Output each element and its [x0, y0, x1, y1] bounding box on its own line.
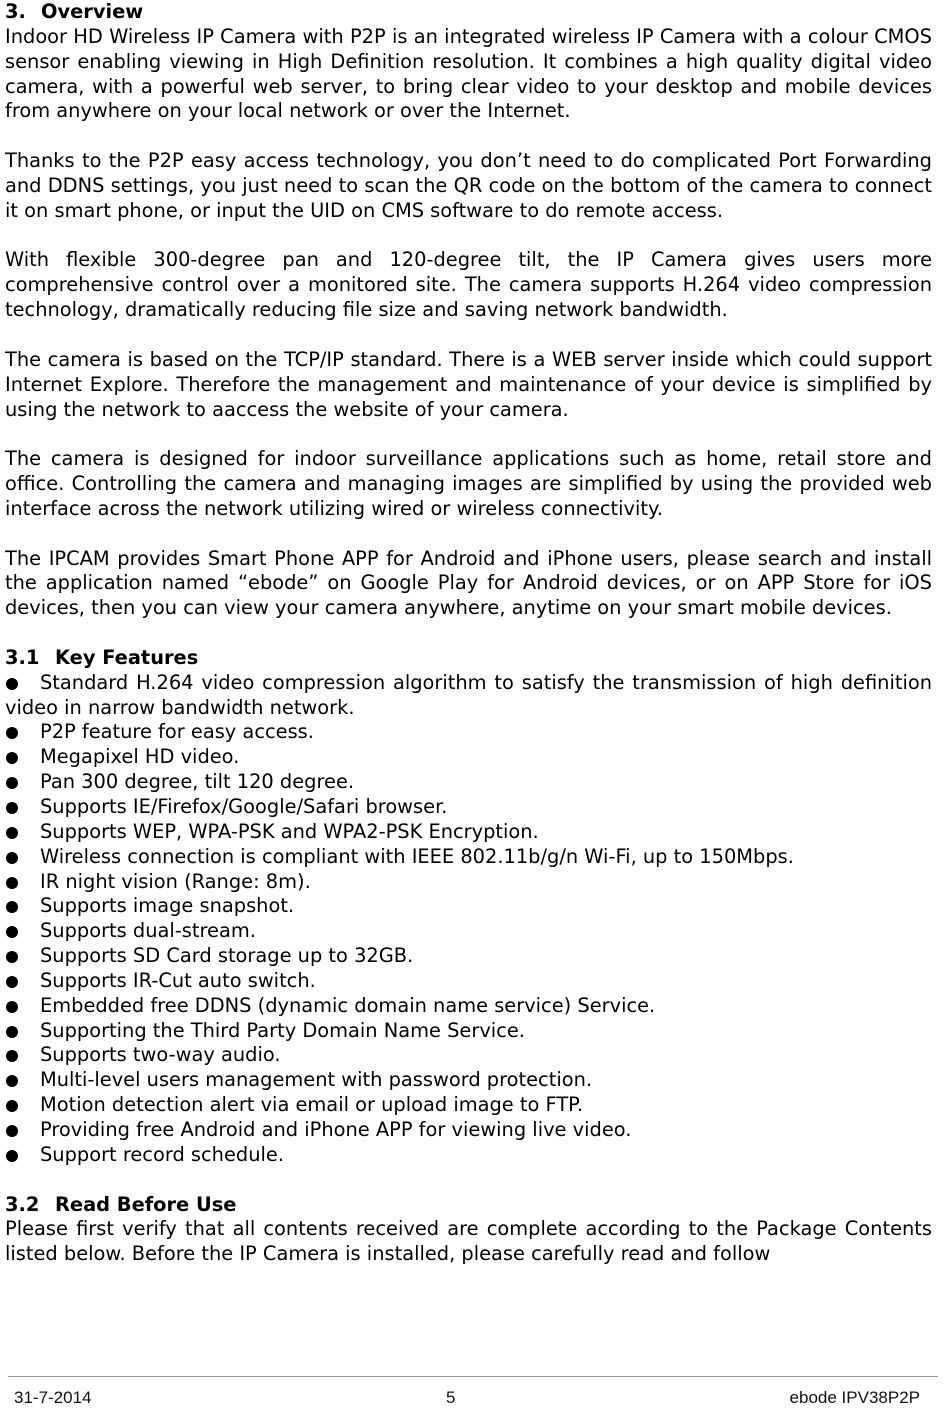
- feature-text: Embedded free DDNS (dynamic domain name service) Service.: [40, 993, 656, 1017]
- feature-item: [5, 969, 932, 994]
- section-title: Overview: [41, 0, 144, 23]
- feature-item: [5, 944, 932, 969]
- overview-paragraph-3: With flexible 300-degree pan and 120-degree tilt, the IP Camera gives users more comprehensive control over a monitored site. The camera supports H.264 video compression technology, dramatically reducing file size and saving network bandwidth.: [5, 248, 932, 322]
- read-before-use-paragraph: Please first verify that all contents received are complete according to the Package Contents listed below. Before the IP Camera is installed, please carefully read and follow: [5, 1217, 932, 1266]
- feature-item: [5, 1118, 932, 1143]
- footer-divider: [8, 1376, 938, 1377]
- bullet-icon: [6, 802, 18, 814]
- feature-item: [5, 770, 932, 795]
- feature-item: [5, 845, 932, 870]
- bullet-icon: [6, 852, 18, 864]
- feature-item: [5, 894, 932, 919]
- feature-item: [5, 994, 932, 1019]
- footer-model: ebode IPV38P2P: [789, 1388, 920, 1407]
- feature-item: [5, 795, 932, 820]
- feature-text: Pan 300 degree, tilt 120 degree.: [40, 770, 355, 794]
- overview-paragraph-5: The camera is designed for indoor surveillance applications such as home, retail store and office. Controlling the camera and managing images are simplified by using the provided web interface across the network utilizing wired or wireless connectivity.: [5, 447, 932, 520]
- section-number: 3.1: [5, 645, 40, 669]
- section-3-2-heading: [5, 1193, 932, 1218]
- bullet-icon: [6, 877, 18, 889]
- feature-text: Motion detection alert via email or upload image to FTP.: [40, 1093, 584, 1117]
- feature-item: [5, 671, 932, 721]
- bullet-icon: [6, 1100, 18, 1112]
- feature-text: Megapixel HD video.: [40, 745, 240, 769]
- feature-item: [5, 1143, 932, 1168]
- feature-text: P2P feature for easy access.: [40, 720, 314, 744]
- bullet-icon: [6, 1125, 18, 1137]
- section-3-1-heading: [5, 646, 932, 671]
- feature-item: [5, 1068, 932, 1093]
- bullet-icon: [6, 1026, 18, 1038]
- bullet-icon: [6, 901, 18, 913]
- section-number: 3.2: [5, 1192, 40, 1216]
- section-title: Read Before Use: [55, 1192, 237, 1216]
- section-title: Key Features: [55, 645, 199, 669]
- feature-text: Supports WEP, WPA-PSK and WPA2-PSK Encryption.: [40, 819, 539, 843]
- feature-text: Supports SD Card storage up to 32GB.: [40, 944, 414, 968]
- feature-text: Supports IR-Cut auto switch.: [40, 968, 316, 992]
- feature-text: Providing free Android and iPhone APP for viewing live video.: [40, 1117, 632, 1141]
- feature-text: Supports dual-stream.: [40, 919, 256, 943]
- bullet-icon: [6, 1001, 18, 1013]
- overview-paragraph-1: Indoor HD Wireless IP Camera with P2P is an integrated wireless IP Camera with a colour CMOS sensor enabling viewing in High Definition resolution. It combines a high quality digital video camera, with a powerful web server, to bring clear video to your desktop and mobile devices from anywhere on your local network or over the Internet.: [5, 24, 932, 123]
- footer-date: 31-7-2014: [14, 1388, 92, 1407]
- feature-text: Supports image snapshot.: [40, 894, 295, 918]
- bullet-icon: [6, 1150, 18, 1162]
- section-3-heading: [5, 0, 932, 25]
- feature-text: Wireless connection is compliant with IEEE 802.11b/g/n Wi-Fi, up to 150Mbps.: [40, 844, 794, 868]
- bullet-icon: [6, 926, 18, 938]
- feature-text: Supporting the Third Party Domain Name Service.: [40, 1018, 525, 1042]
- feature-text: Support record schedule.: [40, 1142, 284, 1166]
- feature-item: [5, 820, 932, 845]
- bullet-icon: [6, 827, 18, 839]
- bullet-icon: [6, 752, 18, 764]
- feature-text: Standard H.264 video compression algorithm to satisfy the transmission of high definition video in narrow bandwidth network.: [5, 670, 932, 719]
- bullet-icon: [6, 951, 18, 963]
- overview-paragraph-4: The camera is based on the TCP/IP standard. There is a WEB server inside which could support Internet Explore. Therefore the management and maintenance of your device is simplified by using the network to aaccess the website of your camera.: [5, 347, 932, 421]
- bullet-icon: [6, 976, 18, 988]
- section-number: 3.: [5, 0, 26, 23]
- overview-paragraph-2: Thanks to the P2P easy access technology, you don’t need to do complicated Port Forwarding and DDNS settings, you just need to scan the QR code on the bottom of the camera to connect it on smart phone, or input the UID on CMS software to do remote access.: [5, 149, 932, 222]
- feature-item: [5, 1093, 932, 1118]
- page-number: 5: [446, 1388, 456, 1407]
- feature-item: [5, 1043, 932, 1068]
- bullet-icon: [6, 1075, 18, 1087]
- bullet-icon: [6, 727, 18, 739]
- feature-item: [5, 720, 932, 745]
- feature-item: [5, 1019, 932, 1044]
- feature-text: IR night vision (Range: 8m).: [40, 869, 311, 893]
- feature-item: [5, 745, 932, 770]
- feature-text: Supports two-way audio.: [40, 1043, 281, 1067]
- document-body: [5, 0, 932, 1267]
- feature-item: [5, 870, 932, 895]
- feature-item: [5, 919, 932, 944]
- bullet-icon: [6, 678, 18, 690]
- bullet-icon: [6, 1050, 18, 1062]
- overview-paragraph-6: The IPCAM provides Smart Phone APP for Android and iPhone users, please search and install the application named “ebode” on Google Play for Android devices, or on APP Store for iOS devices, then you can view your camera anywhere, anytime on your smart mobile devices.: [5, 546, 932, 620]
- feature-text: Multi-level users management with password protection.: [40, 1068, 593, 1092]
- feature-text: Supports IE/Firefox/Google/Safari browser.: [40, 795, 448, 818]
- key-features-list: [5, 671, 932, 1168]
- bullet-icon: [6, 777, 18, 789]
